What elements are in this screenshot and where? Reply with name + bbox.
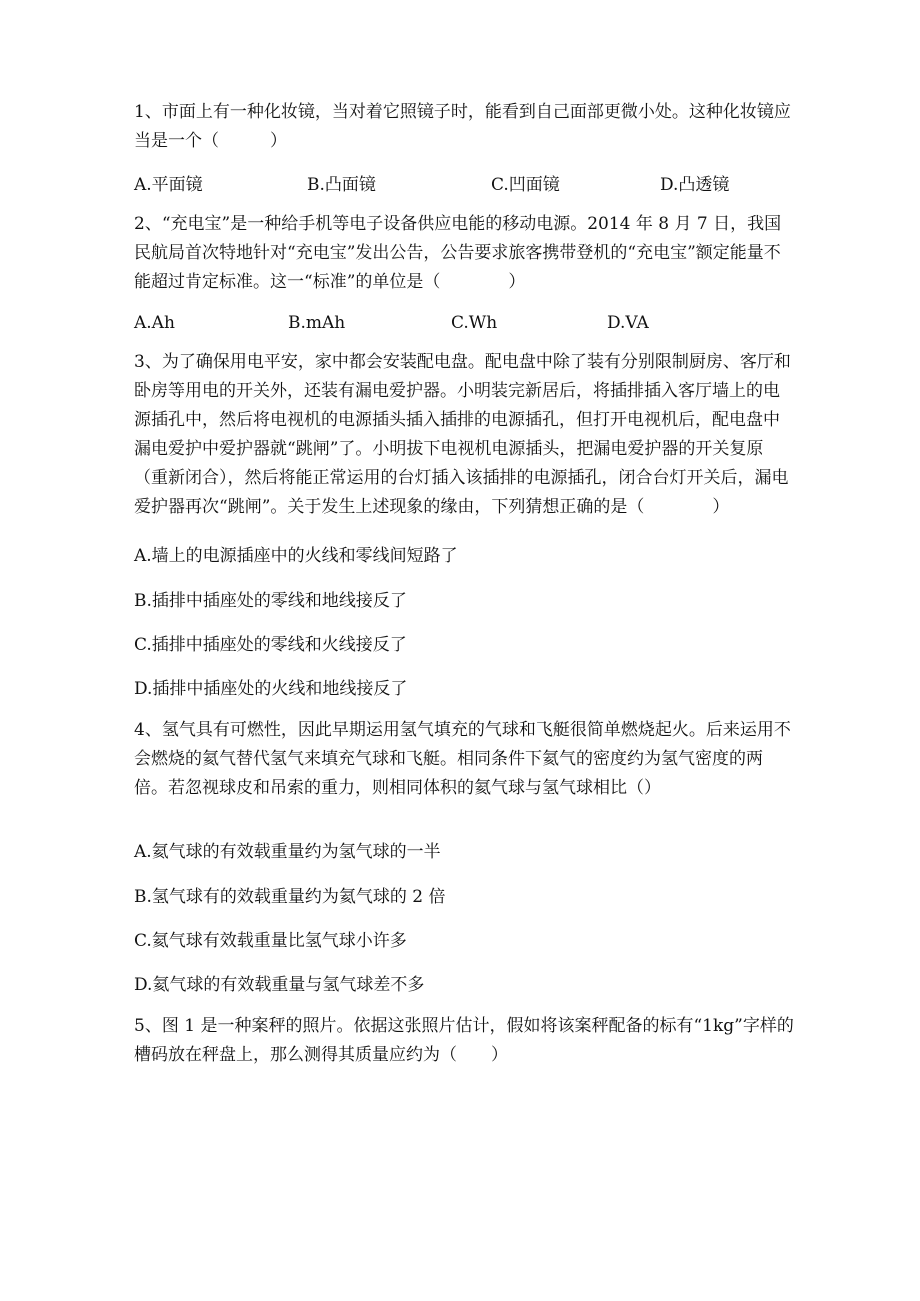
question-3-option-b: B.插排中插座处的零线和地线接反了 <box>134 591 407 611</box>
question-3-option-c: C.插排中插座处的零线和火线接反了 <box>134 635 407 655</box>
question-1-stem: 1、市面上有一种化妆镜，当对着它照镜子时，能看到自己面部更微小处。这种化妆镜应当是一个（ ） <box>134 102 791 151</box>
question-3-stem: 3、为了确保用电平安，家中都会安装配电盘。配电盘中除了装有分别限制厨房、客厅和卧房等用电的开关外，还装有漏电爱护器。小明装完新居后，将插排插入客厅墙上的电源插孔中，然后将电视机的电源插头插入插排的电源插孔，但打开电视机后，配电盘中漏电爱护中爱护器就“跳闸”了。小明拔下电视机电源插头，把漏电爱护器的开关复原（重新闭合），然后将能正常运用的台灯插入该插排的电源插孔，闭合台灯开关后，漏电爱护器再次“跳闸”。关于发生上述现象的缘由，下列猜想正确的是（ ） <box>134 352 791 517</box>
question-3-option-d: D.插排中插座处的火线和地线接反了 <box>134 679 408 699</box>
question-4-option-d: D.氦气球的有效载重量与氢气球差不多 <box>134 975 425 995</box>
question-2-option-a: A.Ah <box>134 313 175 333</box>
question-4-option-c: C.氦气球有效载重量比氢气球小许多 <box>134 931 407 951</box>
question-4-option-b: B.氢气球有的效载重量约为氦气球的 2 倍 <box>134 887 446 907</box>
question-4-option-a: A.氦气球的有效载重量约为氢气球的一半 <box>134 842 441 862</box>
question-1-option-a: A.平面镜 <box>134 175 203 195</box>
question-2-option-b: B.mAh <box>288 313 346 333</box>
question-1-option-d: D.凸透镜 <box>660 175 730 195</box>
question-2-stem: 2、“充电宝”是一种给手机等电子设备供应电能的移动电源。2014 年 8 月 7 日，我国民航局首次特地针对“充电宝”发出公告，公告要求旅客携带登机的“充电宝”额定能量不能超过肯定标准。这一“标准”的单位是（ ） <box>134 214 782 292</box>
question-1-option-c: C.凹面镜 <box>491 175 560 195</box>
question-4-stem: 4、氢气具有可燃性，因此早期运用氢气填充的气球和飞艇很简单燃烧起火。后来运用不会燃烧的氦气替代氢气来填充气球和飞艇。相同条件下氦气的密度约为氢气密度的两倍。若忽视球皮和吊索的重力，则相同体积的氦气球与氢气球相比（） <box>134 720 791 798</box>
question-2-option-d: D.VA <box>607 313 649 333</box>
question-3-option-a: A.墙上的电源插座中的火线和零线间短路了 <box>134 546 458 566</box>
question-1-option-b: B.凸面镜 <box>307 175 376 195</box>
question-5-stem: 5、图 1 是一种案秤的照片。依据这张照片估计，假如将该案秤配备的标有“1kg”字样的槽码放在秤盘上，那么测得其质量应约为（ ） <box>134 1016 794 1065</box>
question-2-option-c: C.Wh <box>451 313 498 333</box>
